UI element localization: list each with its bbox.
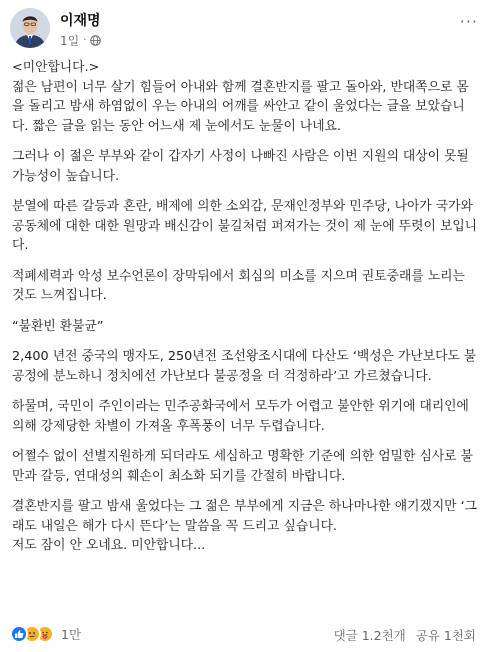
post-paragraph: 어쩔수 없이 선별지원하게 되더라도 세심하고 명확한 기준에 의한 엄밀한 심사로 불만과 갈등, 연대성의 훼손이 최소화 되기를 간절히 바랍니다. (12, 449, 473, 484)
reaction-count: 1만 (61, 627, 82, 642)
post-paragraph: 2,400 년전 중국의 맹자도, 250년전 조선왕조시대에 다산도 ‘백성은 가난보다도 불공정에 분노하니 정치에선 가난보다 불공정을 더 걱정하라’고 가르쳤습니다. (12, 349, 477, 384)
post-time[interactable]: 1일 (60, 34, 80, 48)
profile-photo-icon (10, 8, 50, 48)
engagement-stats (334, 626, 476, 644)
profile-avatar[interactable] (10, 8, 50, 48)
share-count-link[interactable]: 공유 1천회 (415, 628, 476, 643)
reaction-summary[interactable] (10, 625, 81, 643)
post-paragraph: 저도 잠이 안 오네요. 미안합니다... (12, 538, 206, 553)
post-paragraph: “불환빈 환불균” (12, 318, 104, 334)
post-paragraph: <미안합니다.> 젊은 남편이 너무 살기 힘들어 아내와 함께 결혼반지를 팔고 돌아와, 반대쪽으로 몸을 돌리고 밤새 하염없이 우는 아내의 어깨를 싸안고 같이 울었다는 글을 보았습니다. 짧은 글을 읽는 동안 어느새 제 눈에서도 눈물이 나네요. (12, 60, 469, 134)
globe-icon (90, 35, 101, 46)
post-body (12, 58, 478, 556)
post-header (10, 6, 480, 50)
comment-count-link[interactable]: 댓글 1.2천개 (333, 628, 406, 643)
like-icon (10, 625, 28, 643)
post-meta (60, 32, 101, 49)
post-paragraph: 분열에 따른 갈등과 혼란, 배제에 의한 소외감, 문재인정부와 민주당, 나아가 국가와 공동체에 대한 대한 원망과 배신감이 불길처럼 퍼져가는 것이 제 눈에 뚜렷이 보입니다. (12, 199, 478, 253)
post-paragraph: 하물며, 국민이 주인이라는 민주공화국에서 모두가 어렵고 불안한 위기에 대리인에 의해 강제당한 차별이 가져올 후폭풍이 너무 두렵습니다. (12, 399, 469, 434)
post-paragraph: 적폐세력과 악성 보수언론이 장막뒤에서 회심의 미소를 지으며 권토중래를 노리는 것도 느껴집니다. (12, 268, 465, 303)
post-paragraph: 그러나 이 젊은 부부와 같이 갑자기 사정이 나빠진 사람은 이번 지원의 대상이 못될 가능성이 높습니다. (12, 149, 469, 184)
more-options-icon[interactable]: ··· (459, 12, 478, 31)
post-footer (10, 624, 480, 644)
author-name[interactable]: 이재명 (60, 13, 101, 29)
post-paragraph: 결혼반지를 팔고 밤새 울었다는 그 젊은 부부에게 지금은 하나마나한 얘기겠지만 ‘그래도 내일은 해가 다시 뜬다’는 말씀을 꼭 드리고 싶습니다. (12, 499, 478, 534)
meta-separator: · (83, 35, 87, 46)
